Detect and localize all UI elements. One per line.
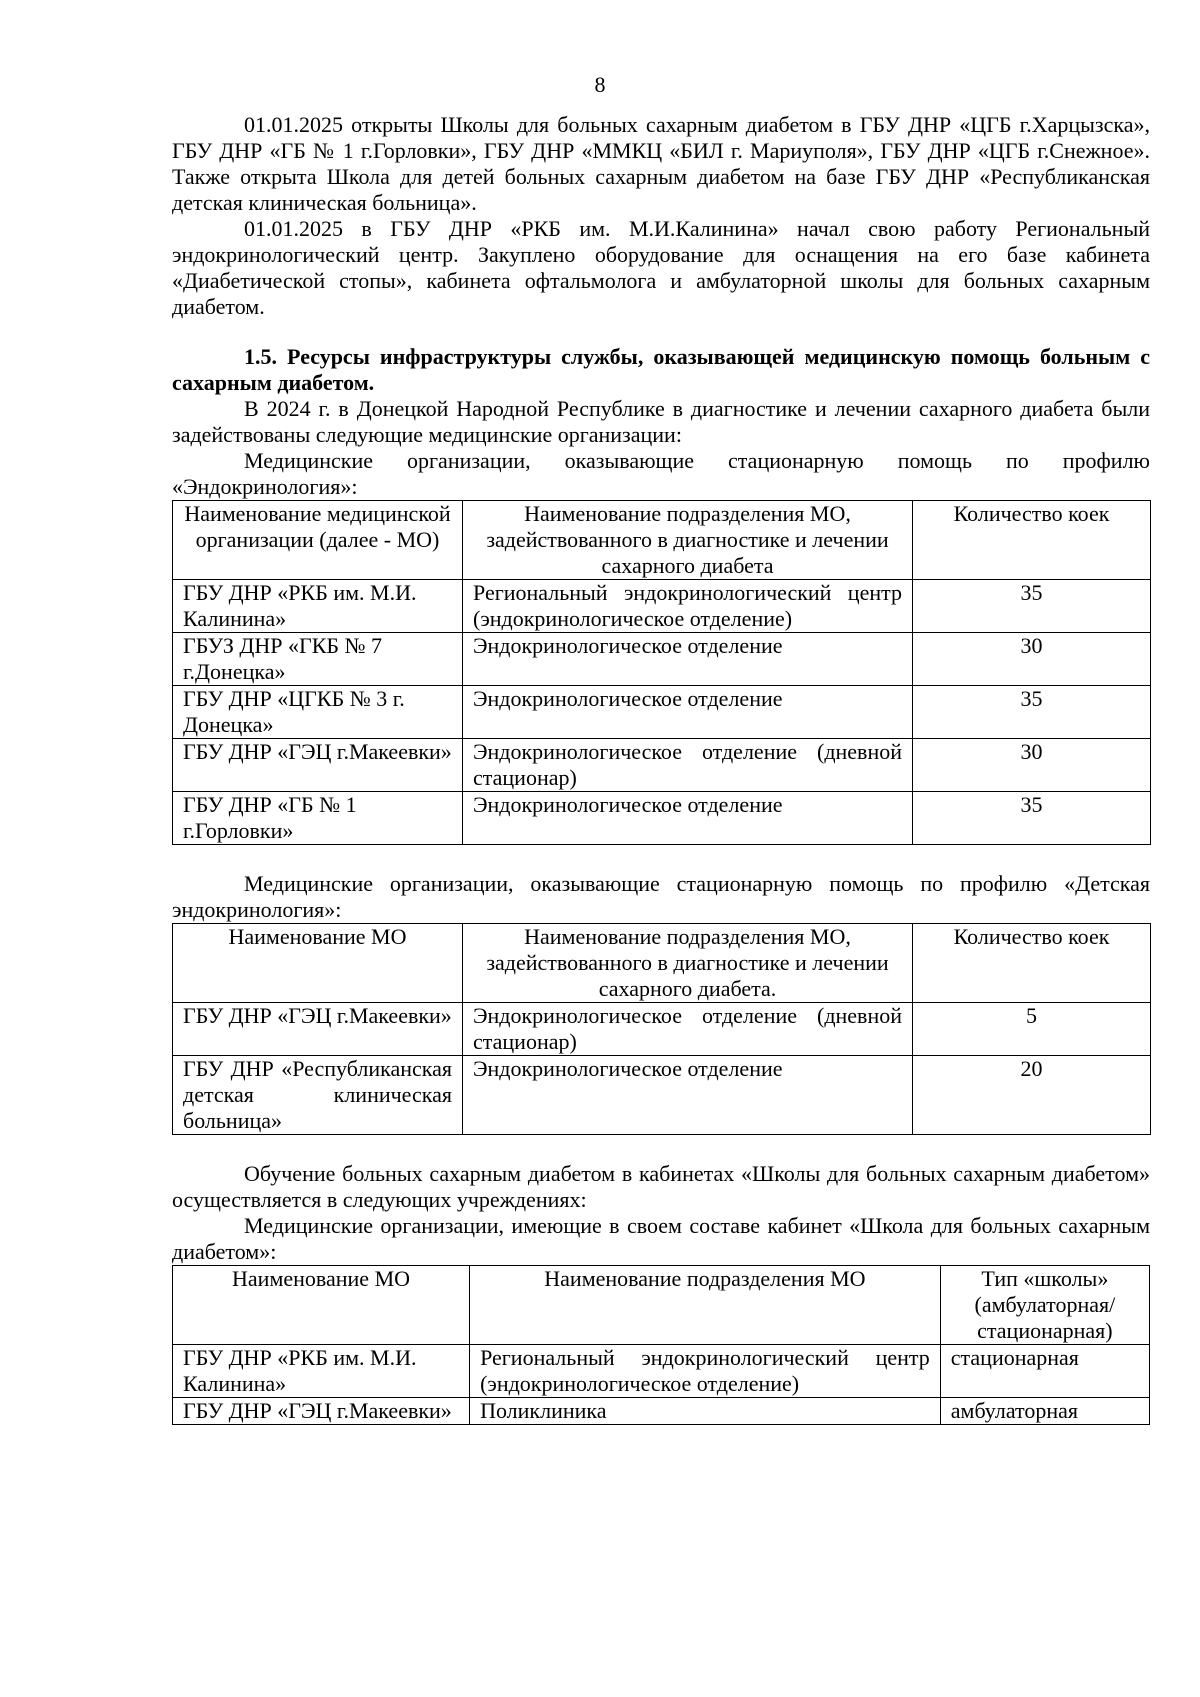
org-cell: ГБУ ДНР «ГЭЦ г.Макеевки» xyxy=(173,739,463,792)
section-heading: 1.5. Ресурсы инфраструктуры службы, оказывающей медицинскую помощь больным с сахарным диабетом. xyxy=(172,344,1150,395)
table-row xyxy=(173,1398,1150,1425)
table-header-row xyxy=(173,1266,1150,1345)
header-cell: Наименование медицинской организации (далее - МО) xyxy=(173,501,463,580)
paragraph: В 2024 г. в Донецкой Народной Республике в диагностике и лечении сахарного диабета были задействованы следующие медицинские организации: xyxy=(172,396,1150,447)
header-cell: Тип «школы» (амбулаторная/ стационарная) xyxy=(940,1266,1149,1345)
beds-cell: 30 xyxy=(913,633,1151,686)
paragraph: 01.01.2025 в ГБУ ДНР «РКБ им. М.И.Калинина» начал свою работу Региональный эндокринологический центр. Закуплено оборудование для оснащения на его базе кабинета «Диабетической стопы», кабинета офтальмолога и амбулаторной школы для больных сахарным диабетом. xyxy=(172,216,1150,319)
page-content xyxy=(172,112,1150,1425)
table-row xyxy=(173,792,1151,845)
dept-cell: Региональный эндокринологический центр (эндокринологическое отделение) xyxy=(470,1345,941,1398)
beds-cell: 35 xyxy=(913,686,1151,739)
paragraph: Медицинские организации, оказывающие стационарную помощь по профилю «Эндокринология»: xyxy=(172,448,1150,499)
table-diabetes-schools xyxy=(172,1265,1150,1425)
paragraph: Обучение больных сахарным диабетом в кабинетах «Школы для больных сахарным диабетом» осуществляется в следующих учреждениях: xyxy=(172,1161,1150,1212)
beds-cell: 20 xyxy=(913,1056,1151,1135)
table-header-row xyxy=(173,501,1151,580)
table-pediatric-endocrinology xyxy=(172,923,1151,1135)
org-cell: ГБУ ДНР «ЦГКБ № 3 г. Донецка» xyxy=(173,686,463,739)
dept-cell: Эндокринологическое отделение xyxy=(463,633,913,686)
table-row xyxy=(173,686,1151,739)
org-cell: ГБУ ДНР «ГЭЦ г.Макеевки» xyxy=(173,1003,463,1056)
beds-cell: 30 xyxy=(913,739,1151,792)
org-cell: ГБУ ДНР «РКБ им. М.И. Калинина» xyxy=(173,1345,470,1398)
type-cell: амбулаторная xyxy=(940,1398,1149,1425)
org-cell: ГБУ ДНР «Республиканская детская клиническая больница» xyxy=(173,1056,463,1135)
header-cell: Наименование МО xyxy=(173,924,463,1003)
paragraph: Медицинские организации, оказывающие стационарную помощь по профилю «Детская эндокринология»: xyxy=(172,871,1150,922)
table-row xyxy=(173,580,1151,633)
header-cell: Наименование МО xyxy=(173,1266,470,1345)
org-cell: ГБУ ДНР «ГЭЦ г.Макеевки» xyxy=(173,1398,470,1425)
header-cell: Наименование подразделения МО xyxy=(470,1266,941,1345)
beds-cell: 5 xyxy=(913,1003,1151,1056)
spacer xyxy=(172,845,1150,871)
dept-cell: Эндокринологическое отделение xyxy=(463,792,913,845)
dept-cell: Эндокринологическое отделение (дневной стационар) xyxy=(463,739,913,792)
dept-cell: Эндокринологическое отделение xyxy=(463,1056,913,1135)
beds-cell: 35 xyxy=(913,580,1151,633)
dept-cell: Региональный эндокринологический центр (эндокринологическое отделение) xyxy=(463,580,913,633)
org-cell: ГБУ ДНР «РКБ им. М.И. Калинина» xyxy=(173,580,463,633)
paragraph: 01.01.2025 открыты Школы для больных сахарным диабетом в ГБУ ДНР «ЦГБ г.Харцызска», ГБУ ДНР «ГБ № 1 г.Горловки», ГБУ ДНР «ММКЦ «БИЛ г. Мариуполя», ГБУ ДНР «ЦГБ г.Снежное». Также открыта Школа для детей больных сахарным диабетом на базе ГБУ ДНР «Республиканская детская клиническая больница». xyxy=(172,112,1150,215)
header-cell: Количество коек xyxy=(913,501,1151,580)
header-cell: Наименование подразделения МО, задействованного в диагностике и лечении сахарного диабета. xyxy=(463,924,913,1003)
spacer xyxy=(172,1135,1150,1161)
dept-cell: Эндокринологическое отделение (дневной стационар) xyxy=(463,1003,913,1056)
type-cell: стационарная xyxy=(940,1345,1149,1398)
table-row xyxy=(173,1345,1150,1398)
beds-cell: 35 xyxy=(913,792,1151,845)
page-number: 8 xyxy=(594,72,606,97)
paragraph: Медицинские организации, имеющие в своем составе кабинет «Школа для больных сахарным диабетом»: xyxy=(172,1213,1150,1264)
org-cell: ГБУЗ ДНР «ГКБ № 7 г.Донецка» xyxy=(173,633,463,686)
table-row xyxy=(173,1003,1151,1056)
table-endocrinology xyxy=(172,500,1151,845)
table-row xyxy=(173,1056,1151,1135)
table-header-row xyxy=(173,924,1151,1003)
dept-cell: Эндокринологическое отделение xyxy=(463,686,913,739)
org-cell: ГБУ ДНР «ГБ № 1 г.Горловки» xyxy=(173,792,463,845)
dept-cell: Поликлиника xyxy=(470,1398,941,1425)
table-row xyxy=(173,633,1151,686)
header-cell: Наименование подразделения МО, задействованного в диагностике и лечении сахарного диабета xyxy=(463,501,913,580)
header-cell: Количество коек xyxy=(913,924,1151,1003)
table-row xyxy=(173,739,1151,792)
